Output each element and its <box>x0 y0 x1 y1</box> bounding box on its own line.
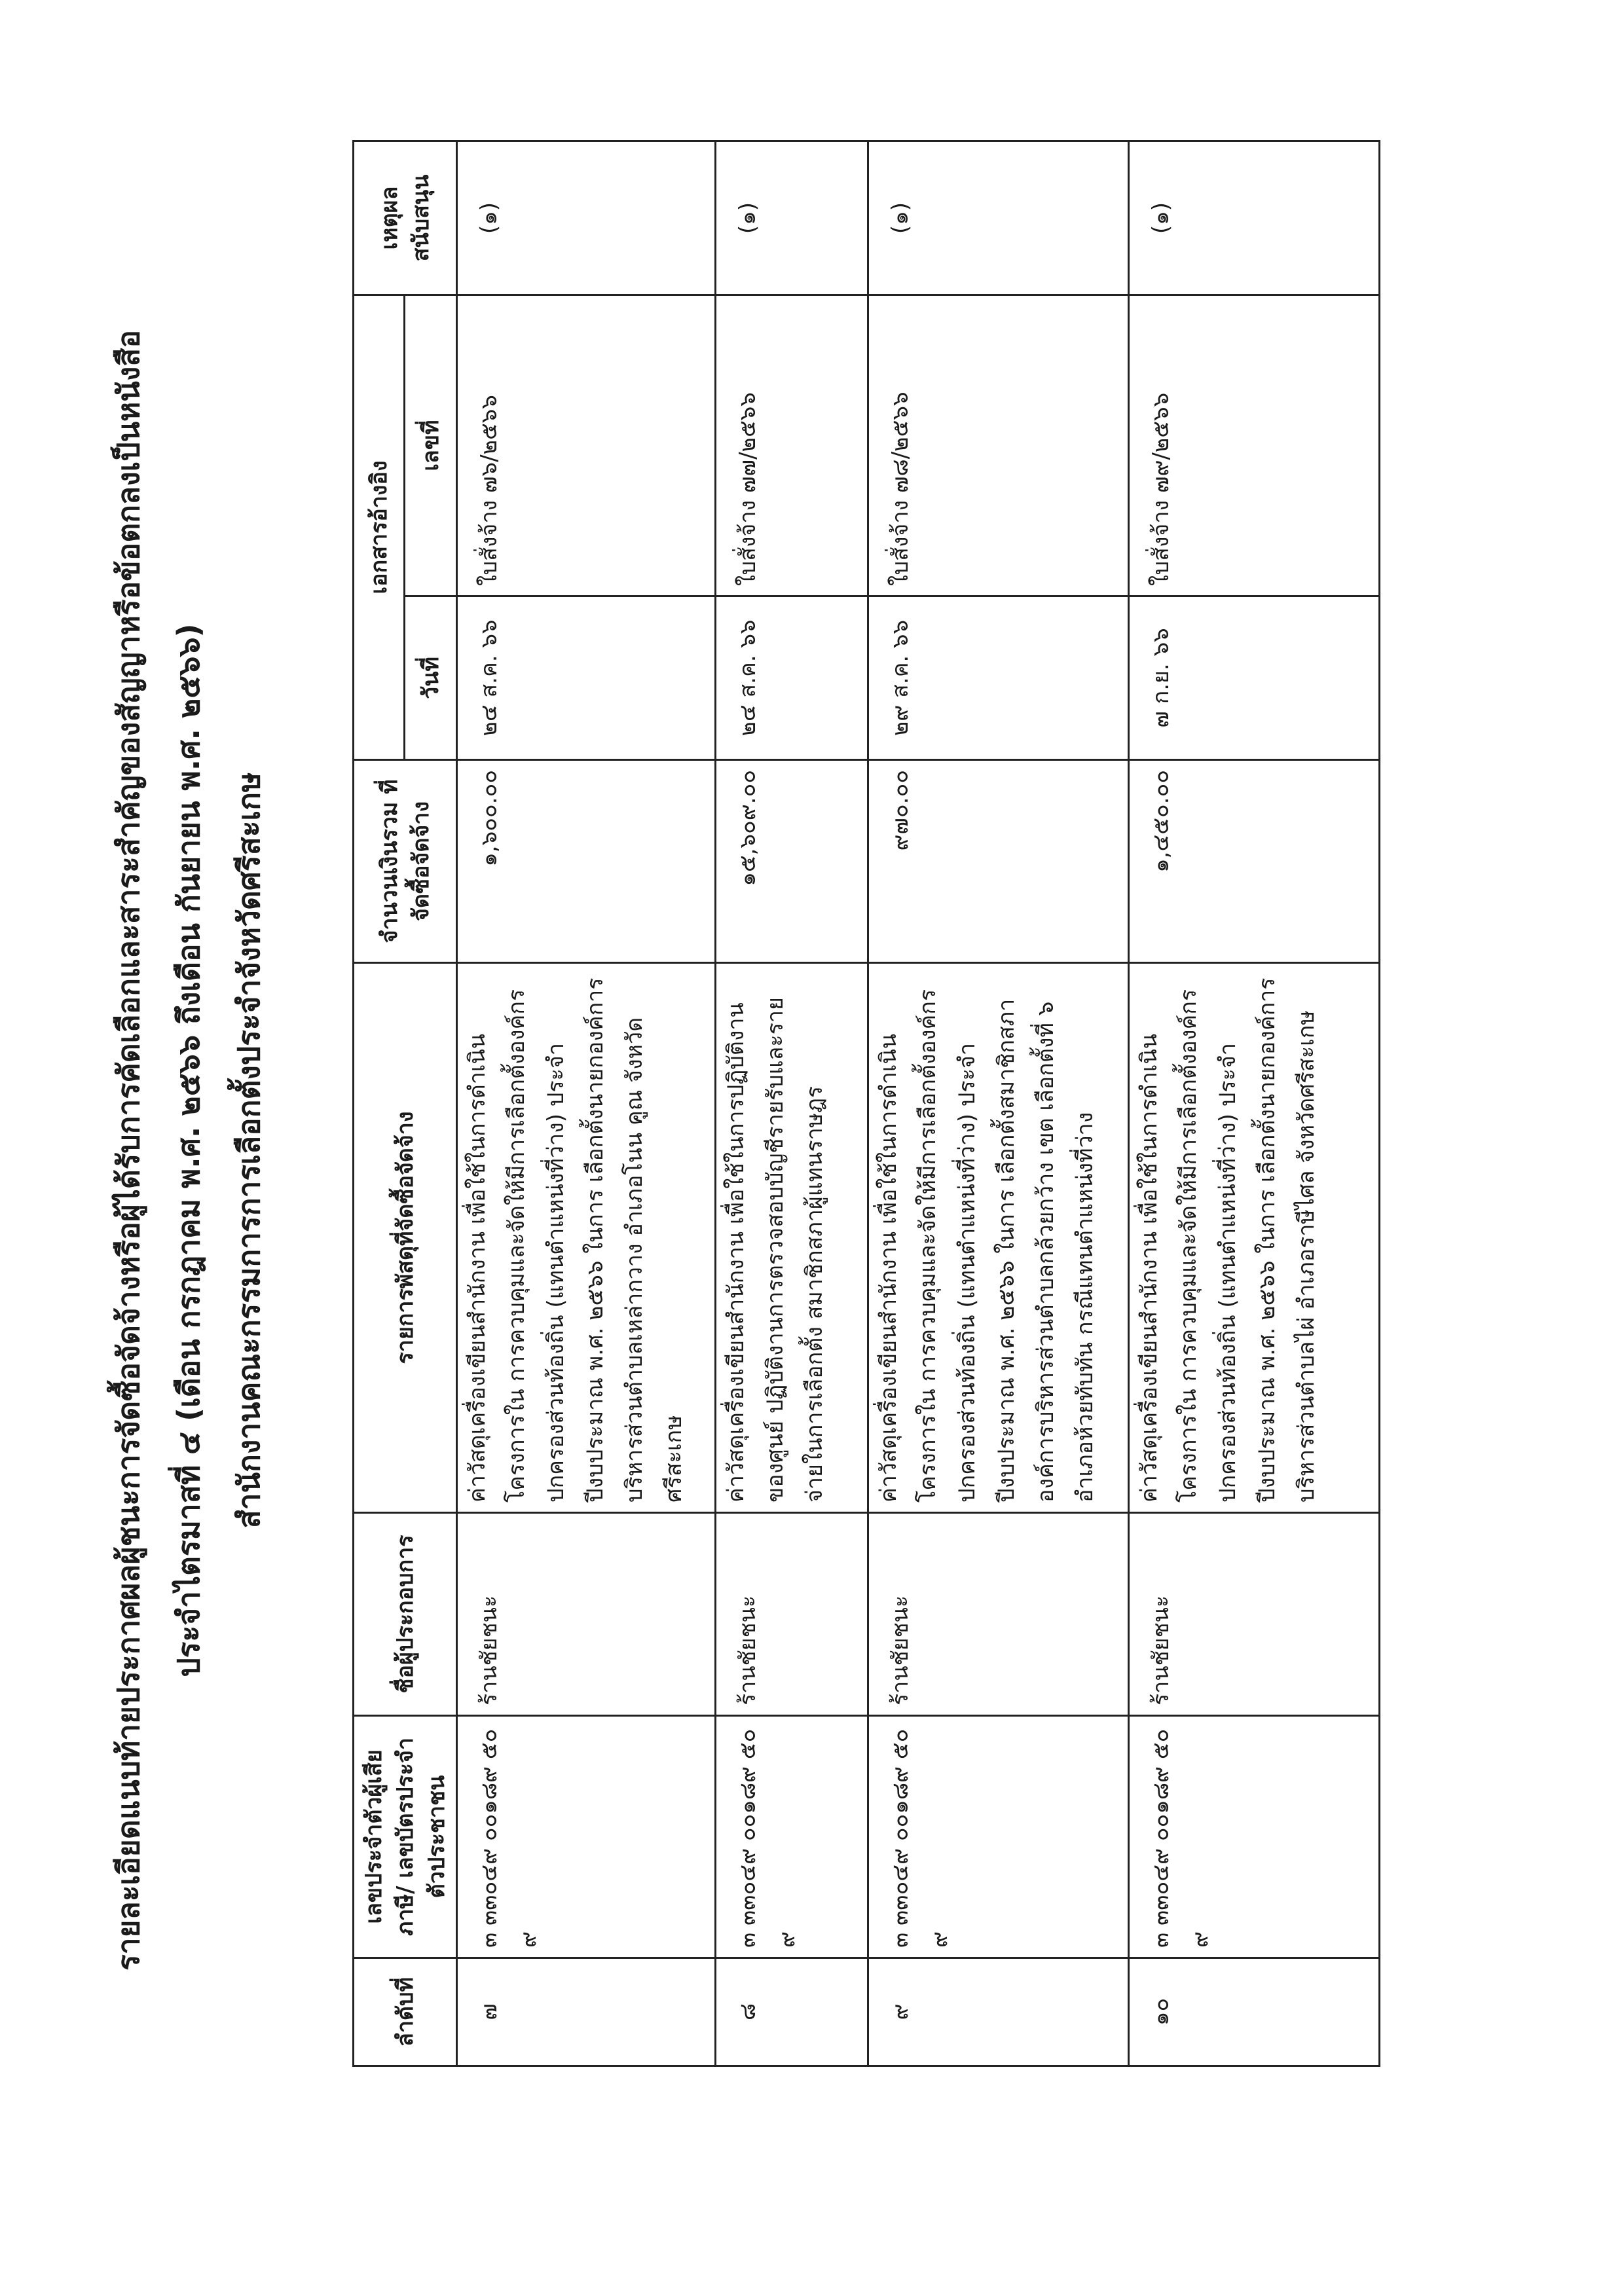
cell-reason: (๑) <box>457 141 716 295</box>
header-ref-date: วันที่ <box>405 596 457 760</box>
cell-ref-date: ๗ ก.ย. ๖๖ <box>1129 596 1380 760</box>
cell-no: ๘ <box>716 1958 868 2066</box>
document-agency: สำนักงานคณะกรรมการการเลือกตั้งประจำจังหวัดศรีสะเกษ <box>231 772 267 1529</box>
cell-tax-id: ๓ ๓๓๐๔๙ ๐๐๑๘๙ ๕๐ ๙ <box>457 1716 716 1958</box>
cell-amount: ๑,๔๕๐.๐๐ <box>1129 760 1380 963</box>
document-period: ประจำไตรมาสที่ ๔ (เดือน กรกฎาคม พ.ศ. ๒๕๖๖ ถึงเดือน กันยายน พ.ศ. ๒๕๖๖) <box>171 623 206 1677</box>
cell-no: ๗ <box>457 1958 716 2066</box>
cell-vendor: ร้านชัยชนะ <box>1129 1513 1380 1716</box>
cell-ref-number: ใบสั่งจ้าง ๗๘/๒๕๖๖ <box>868 295 1129 596</box>
cell-tax-id: ๓ ๓๓๐๔๙ ๐๐๑๘๙ ๕๐ ๙ <box>1129 1716 1380 1958</box>
cell-ref-date: ๒๔ ส.ค. ๖๖ <box>716 596 868 760</box>
cell-tax-id: ๓ ๓๓๐๔๙ ๐๐๑๘๙ ๕๐ ๙ <box>868 1716 1129 1958</box>
header-reason: เหตุผล สนับสนุน <box>354 141 457 295</box>
table-row <box>716 141 868 2066</box>
cell-ref-number: ใบสั่งจ้าง ๗๙/๒๕๖๖ <box>1129 295 1380 596</box>
document-header <box>98 168 279 2132</box>
cell-amount: ๑๕,๖๐๙.๐๐ <box>716 760 868 963</box>
cell-ref-date: ๒๙ ส.ค. ๖๖ <box>868 596 1129 760</box>
cell-item: ค่าวัสดุเครื่องเขียนสำนักงาน เพื่อใช้ในการปฏิบัติงานของศูนย์ ปฏิบัติงานการตรวจสอบบัญชีรายรับและรายจ่ายในการเลือกตั้ง สมาชิกสภาผู้แทนราษฎร <box>716 963 868 1513</box>
cell-amount: ๑,๖๐๐.๐๐ <box>457 760 716 963</box>
cell-reason: (๑) <box>868 141 1129 295</box>
cell-ref-number: ใบสั่งจ้าง ๗๖/๒๕๖๖ <box>457 295 716 596</box>
header-item: รายการพัสดุที่จัดซื้อจัดจ้าง <box>354 963 457 1513</box>
cell-reason: (๑) <box>1129 141 1380 295</box>
header-no: ลำดับที่ <box>354 1958 457 2066</box>
cell-vendor: ร้านชัยชนะ <box>868 1513 1129 1716</box>
header-ref-number: เลขที่ <box>405 295 457 596</box>
document-title: รายละเอียดแนบท้ายประกาศผลผู้ชนะการจัดซื้อจัดจ้างหรือผู้ได้รับการคัดเลือกและสาระสำคัญของสัญญาหรือข้อตกลงเป็นหนังสือ <box>111 330 146 1971</box>
cell-vendor: ร้านชัยชนะ <box>457 1513 716 1716</box>
header-tax-id: เลขประจำตัวผู้เสียภาษี/ เลขบัตรประจำตัวประชาชน <box>354 1716 457 1958</box>
table-row <box>868 141 1129 2066</box>
cell-amount: ๙๗๐.๐๐ <box>868 760 1129 963</box>
cell-reason: (๑) <box>716 141 868 295</box>
cell-item: ค่าวัสดุเครื่องเขียนสำนักงาน เพื่อใช้ในการดำเนินโครงการใน การควบคุมและจัดให้มีการเลือกตั้งองค์กรปกครองส่วนท้องถิ่น (แทนตำแหน่งที่ว่าง) ประจำปีงบประมาณ พ.ศ. ๒๕๖๖ ในการ เลือกตั้งนายกองค์การบริหารส่วนตำบลไผ่ อำเภอราษีไศล จังหวัดศรีสะเกษ <box>1129 963 1380 1513</box>
cell-ref-number: ใบสั่งจ้าง ๗๗/๒๕๖๖ <box>716 295 868 596</box>
cell-no: ๙ <box>868 1958 1129 2066</box>
procurement-table <box>352 140 1380 2067</box>
header-amount: จำนวนเงินรวม ที่จัดซื้อจัดจ้าง <box>354 760 457 963</box>
header-ref-group: เอกสารอ้างอิง <box>354 295 405 760</box>
table-header <box>354 141 457 2066</box>
table-body <box>457 141 1380 2066</box>
cell-tax-id: ๓ ๓๓๐๔๙ ๐๐๑๘๙ ๕๐ ๙ <box>716 1716 868 1958</box>
cell-no: ๑๐ <box>1129 1958 1380 2066</box>
cell-item: ค่าวัสดุเครื่องเขียนสำนักงาน เพื่อใช้ในการดำเนินโครงการใน การควบคุมและจัดให้มีการเลือกตั้งองค์กรปกครองส่วนท้องถิ่น (แทนตำแหน่งที่ว่าง) ประจำปีงบประมาณ พ.ศ. ๒๕๖๖ ในการ เลือกตั้งสมาชิกสภาองค์การบริหารส่วนตำบลกล้วยกว้าง เขต เลือกตั้งที่ ๖ อำเภอห้วยทับทัน กรณีแทนตำแหน่งที่ว่าง <box>868 963 1129 1513</box>
table-row <box>1129 141 1380 2066</box>
header-vendor: ชื่อผู้ประกอบการ <box>354 1513 457 1716</box>
cell-ref-date: ๒๔ ส.ค. ๖๖ <box>457 596 716 760</box>
table-row <box>457 141 716 2066</box>
cell-vendor: ร้านชัยชนะ <box>716 1513 868 1716</box>
cell-item: ค่าวัสดุเครื่องเขียนสำนักงาน เพื่อใช้ในการดำเนินโครงการใน การควบคุมและจัดให้มีการเลือกตั้งองค์กรปกครองส่วนท้องถิ่น (แทนตำแหน่งที่ว่าง) ประจำปีงบประมาณ พ.ศ. ๒๕๖๖ ในการ เลือกตั้งนายกองค์การบริหารส่วนตำบลเหล่ากวาง อำเภอโนน คูณ จังหวัดศรีสะเกษ <box>457 963 716 1513</box>
